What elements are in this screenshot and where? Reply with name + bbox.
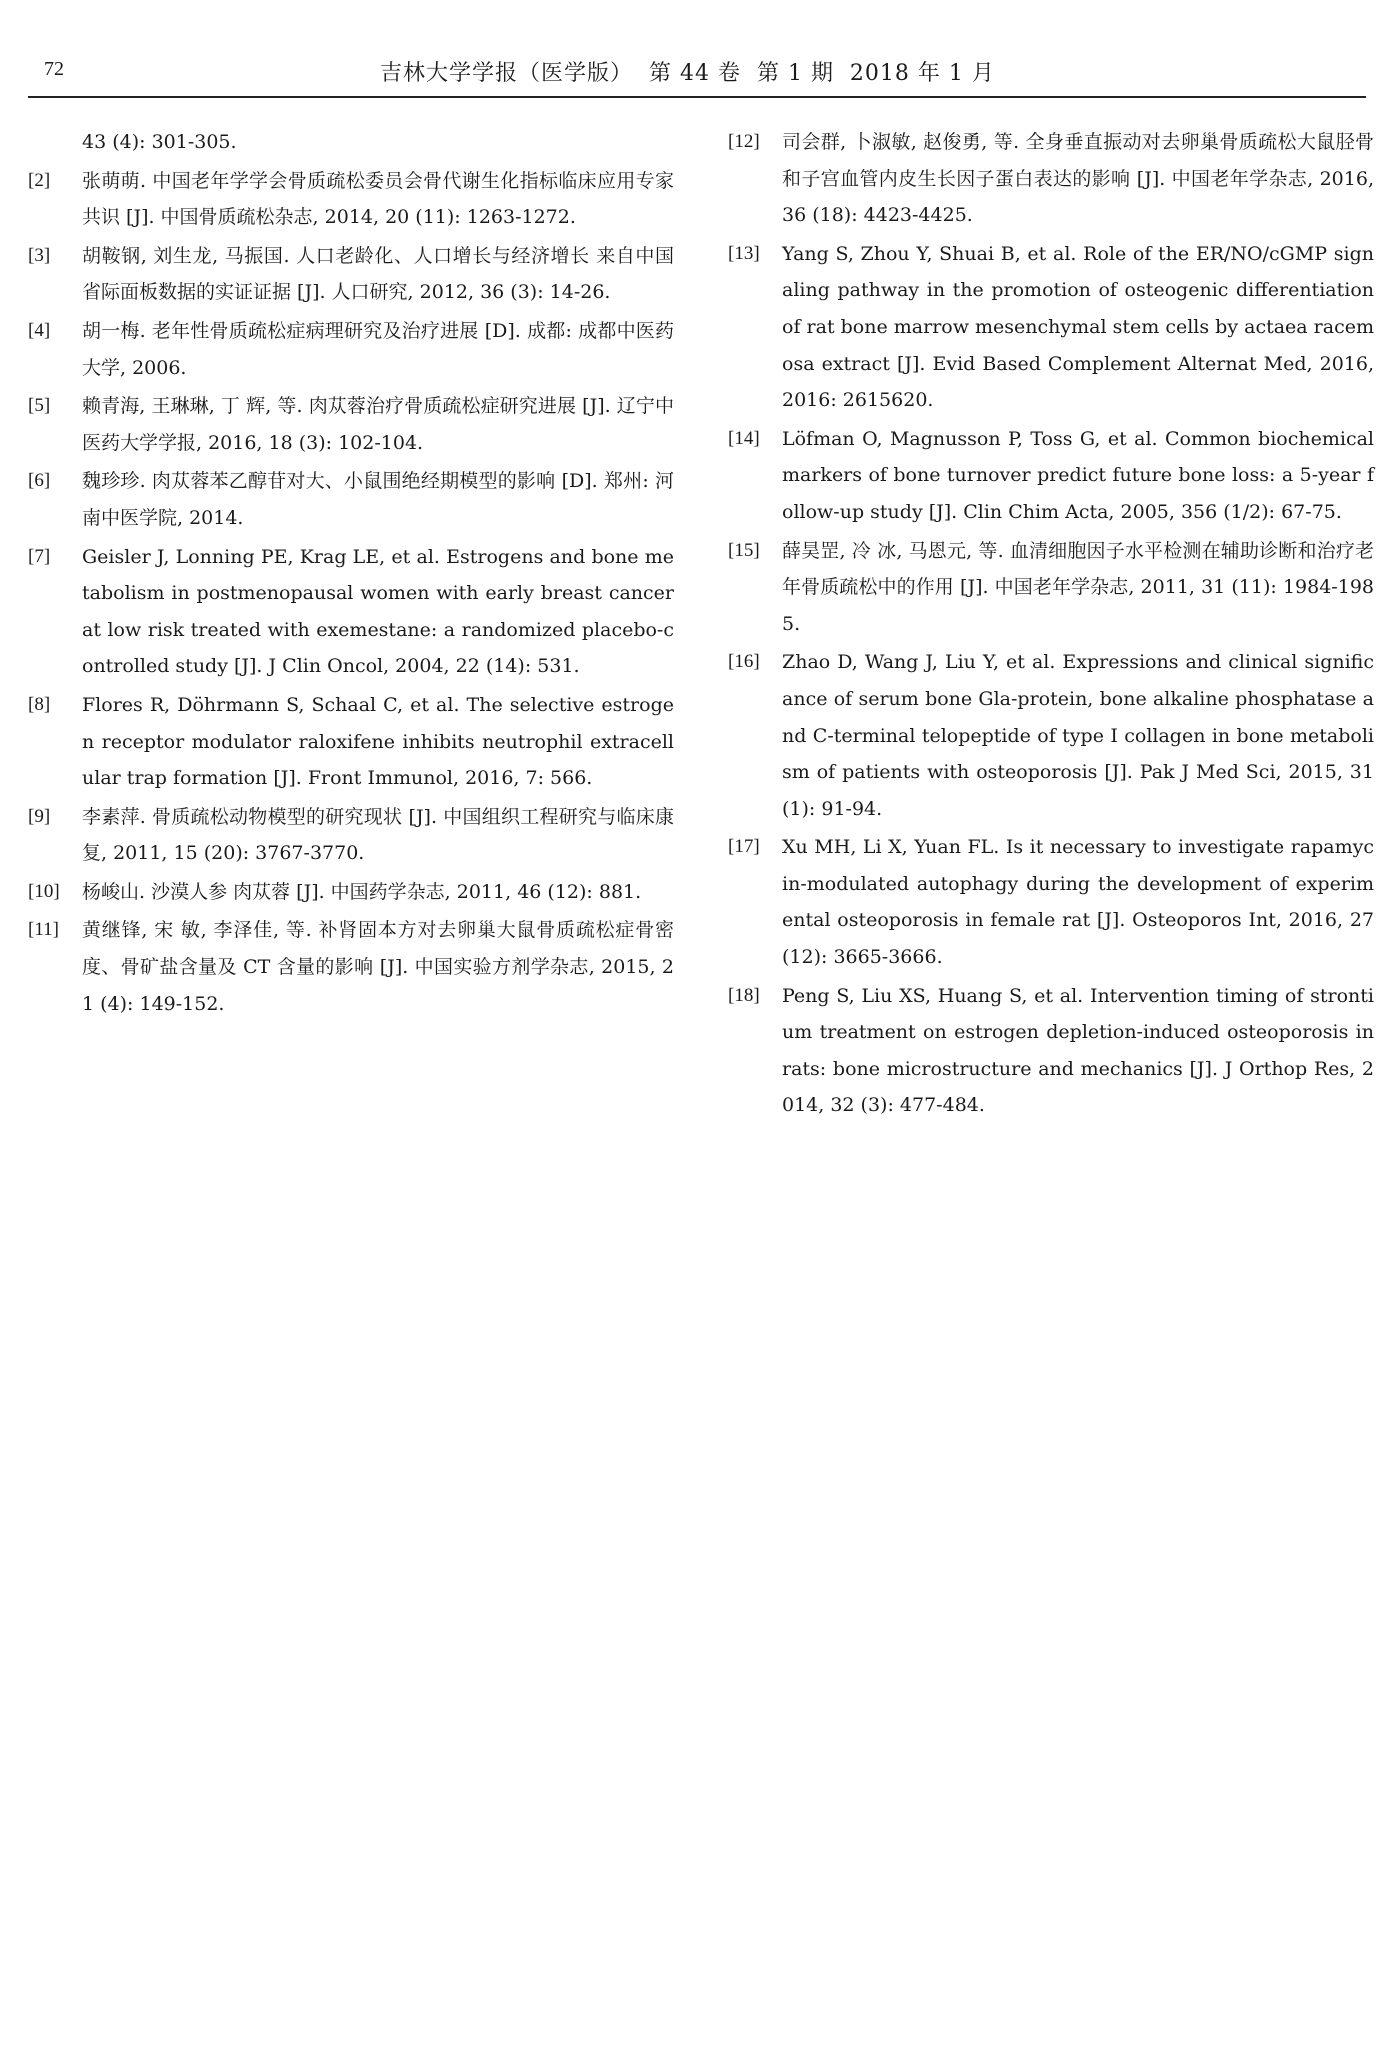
reference-text: 杨峻山. 沙漠人参 肉苁蓉 [J]. 中国药学杂志, 2011, 46 (12): 881. bbox=[82, 880, 642, 903]
reference-text: Peng S, Liu XS, Huang S, et al. Intervention timing of strontium treatment on estrogen depletion-induced osteoporosis in rats: bone microstructure and mechanics [J]. J Orthop Res, 2014, 32 (3): 477-484. bbox=[782, 984, 1374, 1117]
reference-item bbox=[28, 238, 674, 311]
reference-number: [18] bbox=[728, 984, 760, 1006]
reference-number: [4] bbox=[28, 319, 51, 341]
reference-number: [16] bbox=[728, 651, 760, 673]
reference-text: 魏珍珍. 肉苁蓉苯乙醇苷对大、小鼠围绝经期模型的影响 [D]. 郑州: 河南中医学院, 2014. bbox=[82, 470, 674, 529]
reference-number: [14] bbox=[728, 427, 760, 449]
page-number: 72 bbox=[44, 58, 64, 80]
reference-item bbox=[728, 124, 1374, 234]
reference-number: [7] bbox=[28, 545, 51, 567]
reference-text: Yang S, Zhou Y, Shuai B, et al. Role of the ER/NO/cGMP signaling pathway in the promotion of osteogenic differentiation of rat bone marrow mesenchymal stem cells by actaea racemosa extract [J]. Evid Based Complement Alternat Med, 2016, 2016: 2615620. bbox=[782, 242, 1374, 412]
reference-item bbox=[28, 313, 674, 386]
reference-text: 薛昊罡, 冷 冰, 马恩元, 等. 血清细胞因子水平检测在辅助诊断和治疗老年骨质疏松中的作用 [J]. 中国老年学杂志, 2011, 31 (11): 1984-1985. bbox=[782, 539, 1374, 635]
reference-number: [5] bbox=[28, 395, 51, 417]
left-column bbox=[28, 124, 674, 1024]
page-header bbox=[28, 52, 1366, 98]
reference-item bbox=[28, 463, 674, 536]
reference-number: [6] bbox=[28, 470, 51, 492]
reference-number: [2] bbox=[28, 169, 51, 191]
reference-item bbox=[28, 799, 674, 872]
reference-number: [8] bbox=[28, 693, 51, 715]
reference-number: [10] bbox=[28, 880, 60, 902]
reference-item bbox=[28, 912, 674, 1022]
reference-text: 张萌萌. 中国老年学学会骨质疏松委员会骨代谢生化指标临床应用专家共识 [J]. 中国骨质疏松杂志, 2014, 20 (11): 1263-1272. bbox=[82, 169, 674, 229]
reference-text: Flores R, Döhrmann S, Schaal C, et al. The selective estrogen receptor modulator raloxifene inhibits neutrophil extracellular trap formation [J]. Front Immunol, 2016, 7: 566. bbox=[82, 693, 674, 790]
reference-item bbox=[728, 644, 1374, 827]
reference-item bbox=[28, 388, 674, 461]
reference-text: 胡一梅. 老年性骨质疏松症病理研究及治疗进展 [D]. 成都: 成都中医药大学, 2006. bbox=[82, 319, 674, 379]
reference-text: 赖青海, 王琳琳, 丁 辉, 等. 肉苁蓉治疗骨质疏松症研究进展 [J]. 辽宁中医药大学学报, 2016, 18 (3): 102-104. bbox=[82, 395, 674, 454]
reference-number: [11] bbox=[28, 919, 59, 941]
reference-text: 司会群, 卜淑敏, 赵俊勇, 等. 全身垂直振动对去卵巢骨质疏松大鼠胫骨和子宫血管内皮生长因子蛋白表达的影响 [J]. 中国老年学杂志, 2016, 36 (18): 4423-4425. bbox=[782, 131, 1374, 227]
reference-continuation: 43 (4): 301-305. bbox=[82, 131, 237, 153]
right-column bbox=[728, 124, 1374, 1126]
reference-item bbox=[28, 539, 674, 685]
reference-text: Xu MH, Li X, Yuan FL. Is it necessary to investigate rapamycin-modulated autophagy during the development of experimental osteoporosis in female rat [J]. Osteoporos Int, 2016, 27 (12): 3665-3666. bbox=[782, 836, 1374, 969]
reference-number: [13] bbox=[728, 242, 760, 264]
reference-text: Löfman O, Magnusson P, Toss G, et al. Common biochemical markers of bone turnover predict future bone loss: a 5-year follow-up study [J]. Clin Chim Acta, 2005, 356 (1/2): 67-75. bbox=[782, 427, 1374, 523]
reference-text: Zhao D, Wang J, Liu Y, et al. Expressions and clinical significance of serum bone Gla-protein, bone alkaline phosphatase and C-terminal telopeptide of type I collagen in bone metabolism of patients with osteoporosis [J]. Pak J Med Sci, 2015, 31 (1): 91-94. bbox=[782, 651, 1374, 820]
reference-item bbox=[728, 421, 1374, 531]
journal-info: 吉林大学学报（医学版） 第 44 卷 第 1 期 2018 年 1 月 bbox=[380, 61, 995, 86]
reference-text: Geisler J, Lonning PE, Krag LE, et al. Estrogens and bone metabolism in postmenopausal women with early breast cancer at low risk treated with exemestane: a randomized placebo-controlled study [J]. J Clin Oncol, 2004, 22 (14): 531. bbox=[82, 545, 674, 678]
reference-text: 胡鞍钢, 刘生龙, 马振国. 人口老龄化、人口增长与经济增长 来自中国省际面板数据的实证证据 [J]. 人口研究, 2012, 36 (3): 14-26. bbox=[82, 244, 674, 304]
reference-number: [15] bbox=[728, 539, 760, 561]
reference-item bbox=[28, 687, 674, 797]
reference-item bbox=[728, 829, 1374, 975]
reference-item bbox=[728, 978, 1374, 1124]
reference-item bbox=[28, 163, 674, 236]
reference-number: [9] bbox=[28, 805, 51, 827]
reference-number: [12] bbox=[728, 131, 760, 152]
reference-number: [3] bbox=[28, 244, 51, 266]
reference-text: 黄继锋, 宋 敏, 李泽佳, 等. 补肾固本方对去卵巢大鼠骨质疏松症骨密度、骨矿盐含量及 CT 含量的影响 [J]. 中国实验方剂学杂志, 2015, 21 (4): 149-152. bbox=[82, 919, 674, 1015]
reference-text: 李素萍. 骨质疏松动物模型的研究现状 [J]. 中国组织工程研究与临床康复, 2011, 15 (20): 3767-3770. bbox=[82, 805, 674, 865]
reference-item bbox=[728, 236, 1374, 419]
reference-item bbox=[728, 533, 1374, 643]
reference-item bbox=[28, 874, 674, 911]
reference-number: [17] bbox=[728, 836, 760, 858]
